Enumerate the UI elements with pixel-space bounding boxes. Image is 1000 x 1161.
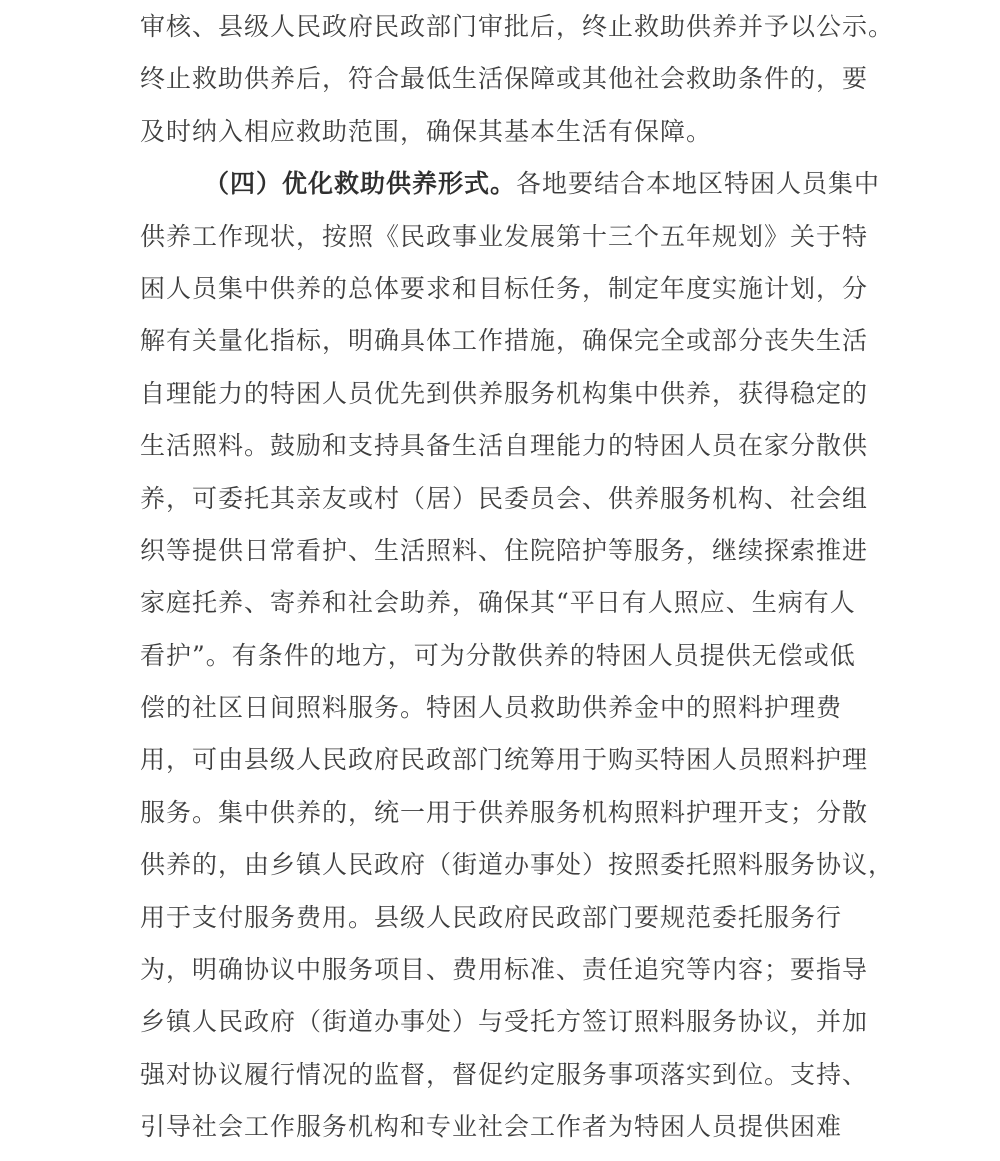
text-line: 引导社会工作服务机构和专业社会工作者为特困人员提供困难 [140,1112,843,1142]
text-line: 生活照料。鼓励和支持具备生活自理能力的特困人员在家分散供 [140,431,869,461]
text-line: 困人员集中供养的总体要求和目标任务，制定年度实施计划，分 [140,273,869,303]
text-line: 家庭托养、寄养和社会助养，确保其“平日有人照应、生病有人 [140,588,856,618]
text-line: 服务。集中供养的，统一用于供养服务机构照料护理开支；分散 [140,797,869,827]
text-line: 用于支付服务费用。县级人民政府民政部门要规范委托服务行 [140,902,843,932]
section-lead-text: 各地要结合本地区特困人员集中 [516,169,881,199]
section-heading: （四）优化救助供养形式。 [204,169,517,199]
text-line: 及时纳入相应救助范围，确保其基本生活有保障。 [140,116,713,146]
text-line: 供养工作现状，按照《民政事业发展第十三个五年规划》关于特 [140,221,869,251]
text-line: 终止救助供养后，符合最低生活保障或其他社会救助条件的，要 [140,64,869,94]
text-line: 强对协议履行情况的监督，督促约定服务事项落实到位。支持、 [140,1059,869,1089]
text-line: 织等提供日常看护、生活照料、住院陪护等服务，继续探索推进 [140,535,869,565]
text-line: 看护”。有条件的地方，可为分散供养的特困人员提供无偿或低 [140,640,856,670]
text-line: 供养的，由乡镇人民政府（街道办事处）按照委托照料服务协议， [140,850,895,880]
section-heading-line [140,165,881,217]
text-line: 养，可委托其亲友或村（居）民委员会、供养服务机构、社会组 [140,483,869,513]
text-line: 偿的社区日间照料服务。特困人员救助供养金中的照料护理费 [140,693,843,723]
text-line: 乡镇人民政府（街道办事处）与受托方签订照料服务协议，并加 [140,1007,869,1037]
text-line: 为，明确协议中服务项目、费用标准、责任追究等内容；要指导 [140,955,869,985]
document-body [140,8,895,1161]
text-line: 自理能力的特困人员优先到供养服务机构集中供养，获得稳定的 [140,378,869,408]
text-line: 审核、县级人民政府民政部门审批后，终止救助供养并予以公示。 [140,12,895,41]
text-line: 解有关量化指标，明确具体工作措施，确保完全或部分丧失生活 [140,326,869,356]
text-line: 用，可由县级人民政府民政部门统筹用于购买特困人员照料护理 [140,745,869,775]
